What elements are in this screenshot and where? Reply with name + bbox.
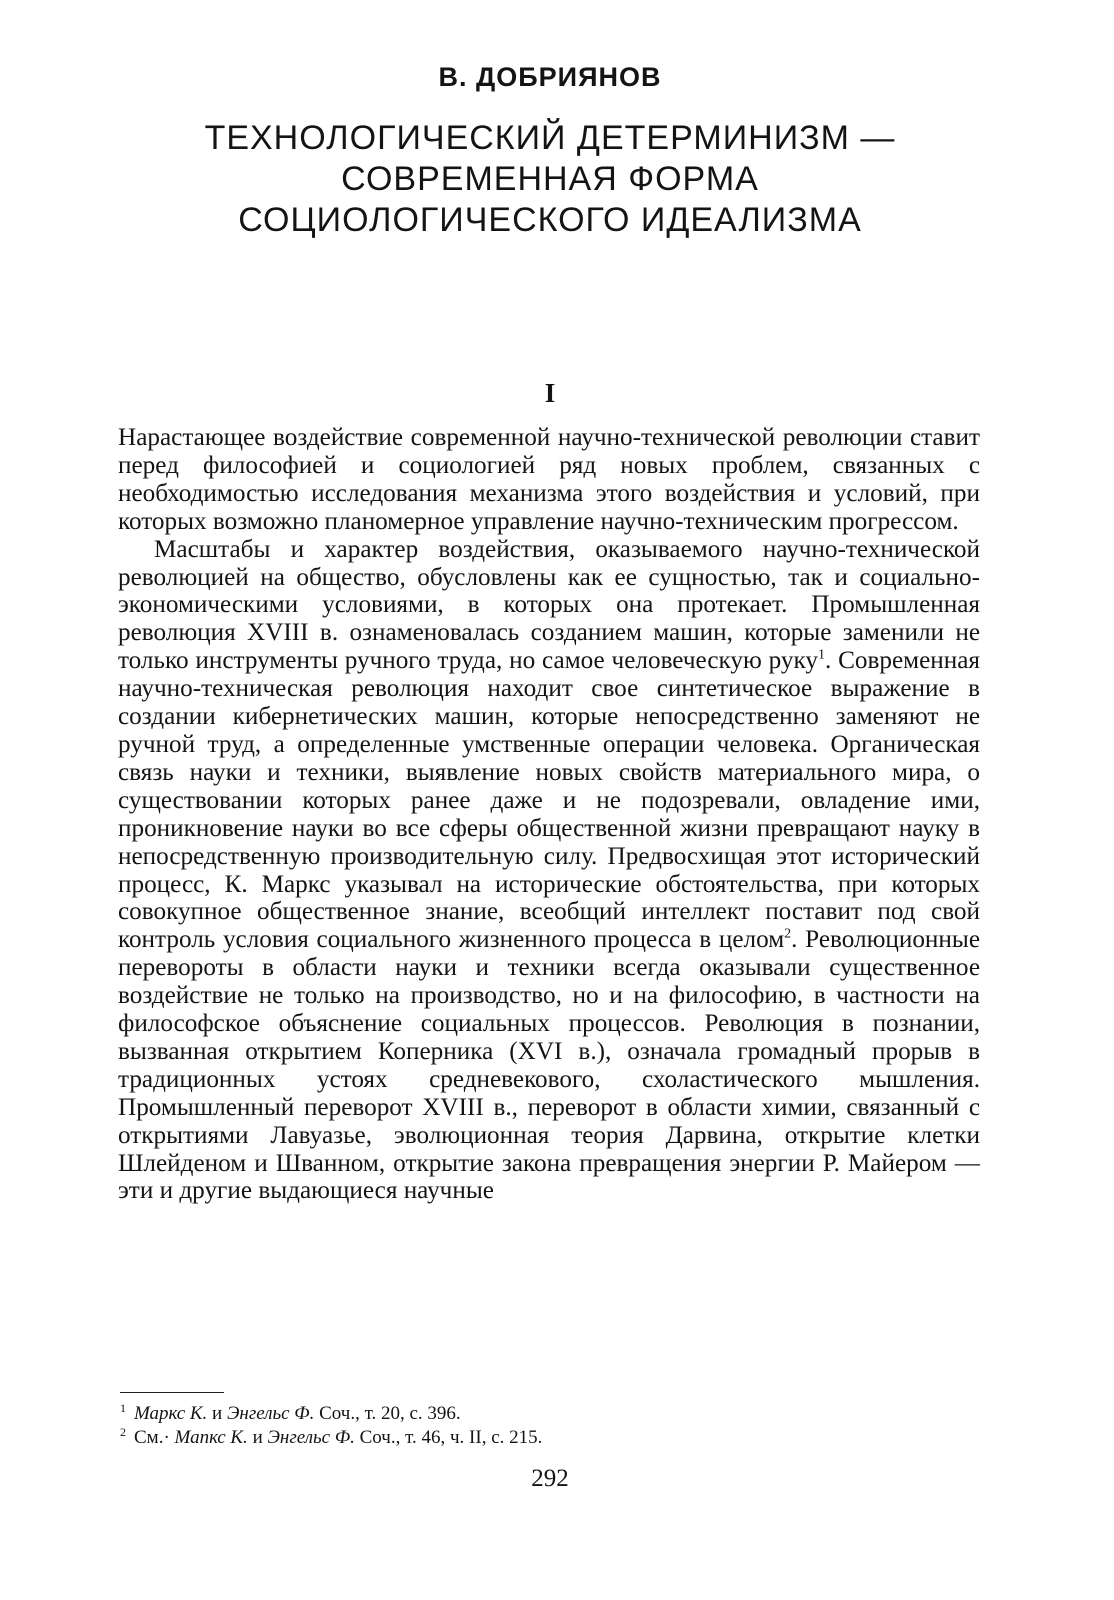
footnote-1-conj: и	[207, 1403, 227, 1424]
paragraph-2	[118, 536, 980, 1206]
title-line-3: СОЦИОЛОГИЧЕСКОГО ИДЕАЛИЗМА	[238, 201, 862, 239]
footnote-1-authors2: Энгельс Ф.	[226, 1403, 315, 1424]
paragraph-2-part-c: . Революционные перевороты в области науки и техники всегда оказывали существенное воздействие не только на производство, но и на философию, в частности на философское объяснение социальных процессов. Революция в познании, вызванная открытием Коперника (XVI в.), означала громадный прорыв в традиционных устоях средневекового, схоластического мышления. Промышленный переворот XVIII в., переворот в области химии, связанный с открытиями Лавуазье, эволюционная теория Дарвина, открытие клетки Шлейденом и Шванном, открытие закона превращения энергии Р. Майером — эти и другие выдающиеся научные	[118, 926, 980, 1205]
paragraph-2-part-a: Масштабы и характер воздействия, оказываемого научно-технической революцией на общество, обусловлены как ее сущностью, так и социально-экономическими условиями, в которых она протекает. Промышленная революция XVIII в. ознаменовалась созданием машин, которые заменили не только инструменты ручного труда, но самое человеческую руку	[118, 535, 980, 675]
footnote-2-authors: Мапкс К.	[174, 1427, 248, 1448]
footnote-2	[120, 1426, 980, 1450]
article-title	[0, 118, 1100, 241]
footnote-2-authors2: Энгельс Ф.	[267, 1427, 355, 1448]
footnote-1-source: Соч., т. 20, с. 396.	[314, 1403, 461, 1424]
footnote-ref-1: 1	[817, 647, 825, 663]
footnote-1-authors: Маркс К.	[134, 1403, 208, 1424]
footnote-2-prefix: См.·	[134, 1427, 175, 1448]
title-line-1: ТЕХНОЛОГИЧЕСКИЙ ДЕТЕРМИНИЗМ —	[204, 119, 896, 157]
paragraph-1: Нарастающее воздействие современной научно-технической революции ставит перед философией и социологией ряд новых проблем, связанных с необходимостью исследования механизма этого воздействия и условий, при которых возможно планомерное управление научно-техническим прогрессом.	[118, 424, 980, 535]
article-body	[118, 424, 980, 1205]
paragraph-2-part-b: . Современная научно-техническая революция находит свое синтетическое выражение в создании кибернетических машин, которые непосредственно заменяют не ручной труд, а определенные умственные операции человека. Органическая связь науки и техники, выявление новых свойств материального мира, о существовании которых ранее даже и не подозревали, овладение ими, проникновение науки во все сферы общественной жизни превращают науку в непосредственную производительную силу. Предвосхищая этот исторический процесс, К. Маркс указывал на исторические обстоятельства, при которых совокупное общественное знание, всеобщий интеллект поставит под свой контроль условия социального жизненного процесса в целом	[118, 647, 980, 954]
footnote-2-conj: и	[247, 1427, 268, 1448]
footnote-ref-2: 2	[784, 926, 792, 942]
footnote-2-source: Соч., т. 46, ч. II, с. 215.	[354, 1427, 543, 1448]
footnotes	[120, 1402, 980, 1450]
footnote-1-mark: 1	[120, 1400, 126, 1415]
section-number: I	[544, 378, 556, 408]
footnote-2-mark: 2	[120, 1424, 126, 1439]
footnote-1	[120, 1402, 980, 1426]
footnote-divider	[120, 1392, 224, 1393]
article-author: В. ДОБРИЯНОВ	[438, 62, 662, 92]
page-number: 292	[531, 1465, 569, 1492]
title-line-2: СОВРЕМЕННАЯ ФОРМА	[341, 160, 759, 198]
